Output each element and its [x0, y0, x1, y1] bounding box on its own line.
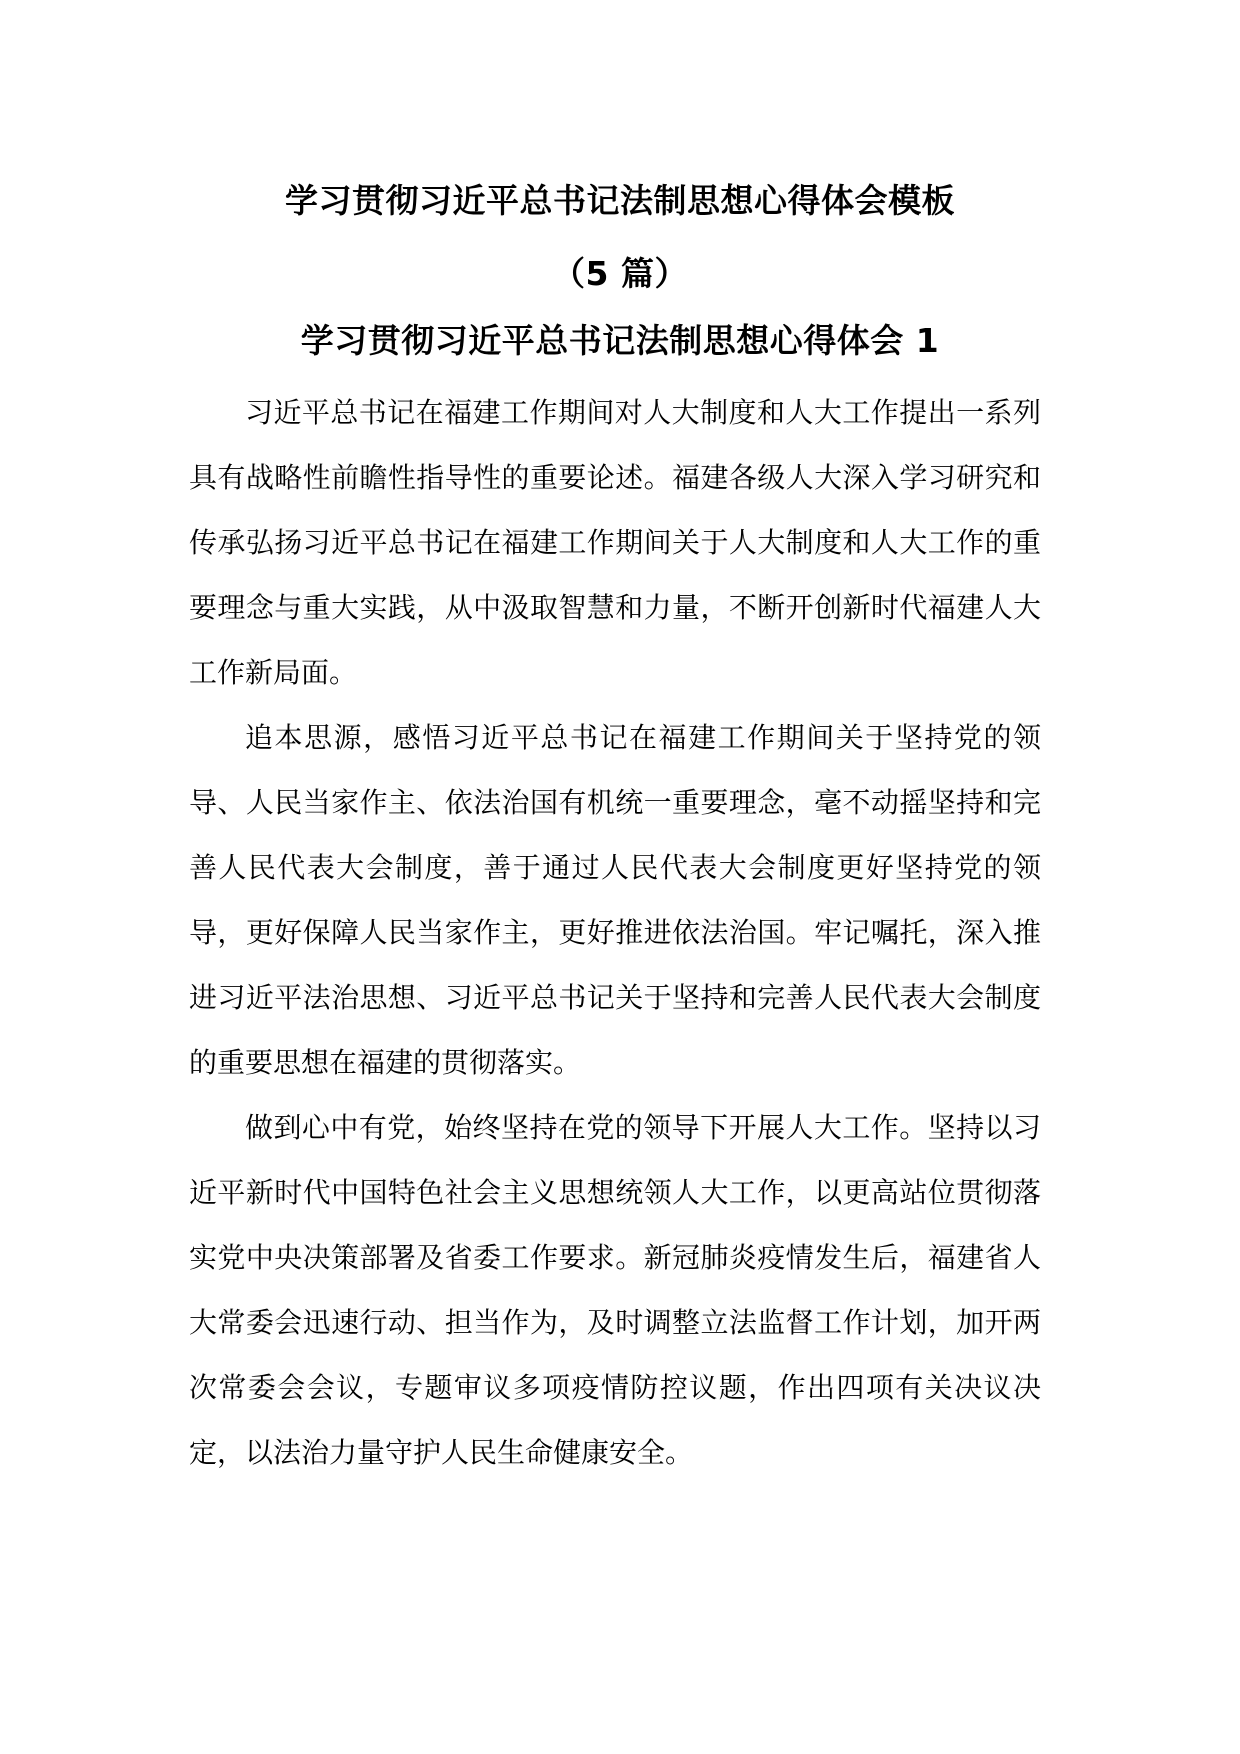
document-title: 学习贯彻习近平总书记法制思想心得体会模板 — [285, 181, 955, 220]
paragraph-2: 追本思源，感悟习近平总书记在福建工作期间关于坚持党的领导、人民当家作主、依法治国有机统一重要理念，毫不动摇坚持和完善人民代表大会制度，善于通过人民代表大会制度更好坚持党的领导，更好保障人民当家作主，更好推进依法治国。牢记嘱托，深入推进习近平法治思想、习近平总书记关于坚持和完善人民代表大会制度的重要思想在福建的贯彻落实。 — [189, 721, 1041, 1079]
paragraph-3: 做到心中有党，始终坚持在党的领导下开展人大工作。坚持以习近平新时代中国特色社会主义思想统领人大工作，以更高站位贯彻落实党中央决策部署及省委工作要求。新冠肺炎疫情发生后，福建省人大常委会迅速行动、担当作为，及时调整立法监督工作计划，加开两次常委会会议，专题审议多项疫情防控议题，作出四项有关决议决定，以法治力量守护人民生命健康安全。 — [189, 1111, 1041, 1469]
paragraph-1: 习近平总书记在福建工作期间对人大制度和人大工作提出一系列具有战略性前瞻性指导性的重要论述。福建各级人大深入学习研究和传承弘扬习近平总书记在福建工作期间关于人大制度和人大工作的重要理念与重大实践，从中汲取智慧和力量，不断开创新时代福建人大工作新局面。 — [189, 396, 1041, 689]
document-subtitle: （5 篇） — [552, 254, 688, 293]
body-text — [189, 380, 1041, 1485]
section-title: 学习贯彻习近平总书记法制思想心得体会 1 — [300, 321, 940, 360]
